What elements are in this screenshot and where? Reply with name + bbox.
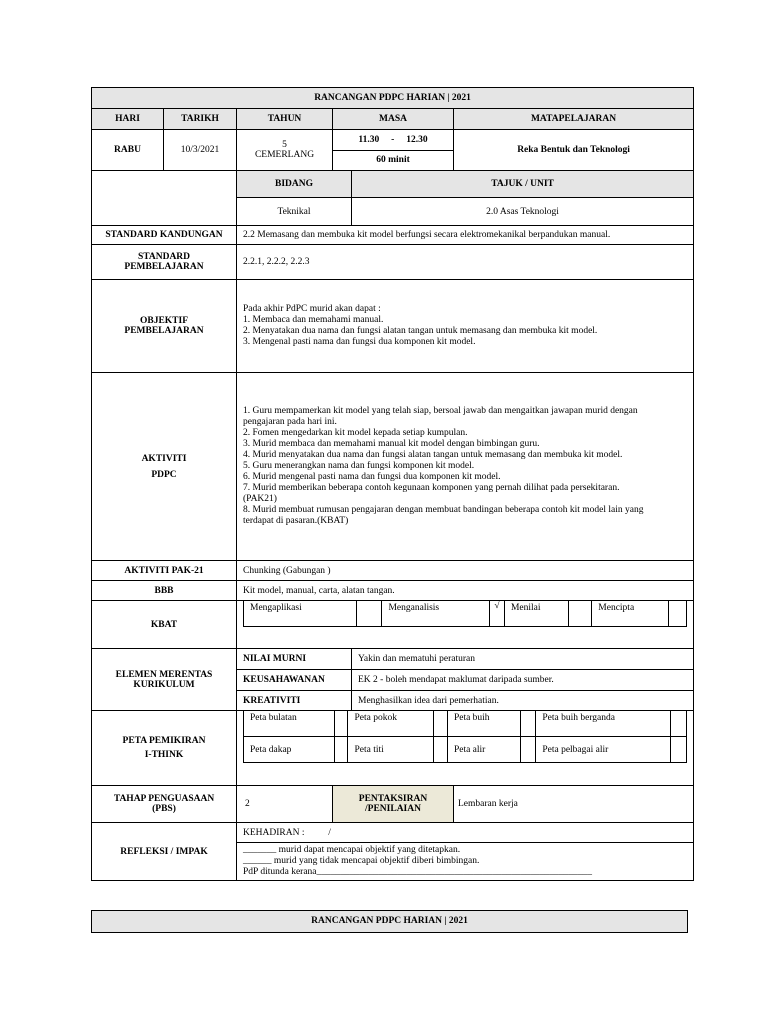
aktiviti-line: 3. Murid membaca dan memahami manual kit model dengan bimbingan guru. bbox=[243, 439, 540, 449]
ithink-checkbox[interactable] bbox=[521, 711, 536, 737]
refleksi-line: PdP ditunda kerana__________________________________________________________ bbox=[243, 867, 593, 877]
standard-pembelajaran-label-1: STANDARD bbox=[137, 252, 191, 262]
kbat-checkbox[interactable]: √ bbox=[490, 601, 505, 627]
tahap-value bbox=[237, 786, 333, 823]
kbat-option: Mencipta bbox=[592, 601, 669, 627]
standard-pembelajaran-label-2: PEMBELAJARAN bbox=[124, 262, 204, 272]
tahun-class: CEMERLANG bbox=[254, 150, 315, 160]
objektif-label-1: OBJEKTIF bbox=[139, 316, 189, 326]
kehadiran-row: KEHADIRAN : / bbox=[237, 823, 694, 843]
pentaksiran-value: Lembaran kerja bbox=[454, 786, 694, 823]
ithink-checkbox[interactable] bbox=[335, 737, 348, 763]
ithink-checkbox[interactable] bbox=[670, 711, 686, 737]
ithink-label bbox=[92, 711, 237, 786]
emk-label bbox=[92, 649, 237, 711]
standard-kandungan-label: STANDARD KANDUNGAN bbox=[92, 226, 237, 245]
pentaksiran-label-1: PENTAKSIRAN bbox=[358, 794, 428, 804]
aktiviti-line: (PAK21) bbox=[243, 494, 277, 504]
refleksi-line: _______ murid dapat mencapai objektif yang ditetapkan. bbox=[243, 845, 461, 855]
ithink-option: Peta buih berganda bbox=[536, 711, 671, 737]
aktiviti-content bbox=[237, 373, 694, 561]
pentaksiran-label bbox=[333, 786, 454, 823]
aktiviti-label-1: AKTIVITI bbox=[141, 453, 187, 464]
kbat-content bbox=[237, 601, 694, 649]
aktiviti-line: 1. Guru mempamerkan kit model yang telah siap, bersoal jawab dan mengaitkan jawapan murid dengan bbox=[243, 406, 638, 416]
ithink-label-1: PETA PEMIKIRAN bbox=[122, 736, 206, 746]
tahun-value bbox=[237, 130, 333, 171]
tajuk-value: 2.0 Asas Teknologi bbox=[352, 198, 694, 226]
aktiviti-label-2: PDPC bbox=[151, 469, 177, 480]
ithink-option: Peta bulatan bbox=[244, 711, 335, 737]
tajuk-label: TAJUK / UNIT bbox=[352, 171, 694, 198]
emk-label-1: ELEMEN MERENTAS bbox=[115, 669, 213, 680]
masa-end: 12.30 bbox=[406, 135, 428, 145]
lesson-plan bbox=[91, 87, 693, 881]
masa-start: 11.30 bbox=[358, 135, 380, 145]
tahap-label bbox=[92, 786, 237, 823]
emk-key: KREATIVITI bbox=[237, 691, 352, 711]
ithink-checkbox[interactable] bbox=[670, 737, 686, 763]
kbat-checkbox[interactable] bbox=[356, 601, 382, 627]
objektif-label-2: PEMBELAJARAN bbox=[124, 326, 204, 336]
tarikh-label: TARIKH bbox=[164, 109, 237, 130]
tahap-number: 2 bbox=[245, 799, 250, 809]
emk-value: Yakin dan mematuhi peraturan bbox=[352, 649, 694, 670]
bbb-label: BBB bbox=[92, 581, 237, 601]
kbat-checkbox[interactable] bbox=[568, 601, 591, 627]
hari-label: HARI bbox=[92, 109, 164, 130]
objektif-item: 3. Mengenal pasti nama dan fungsi dua komponen kit model. bbox=[243, 337, 476, 347]
objektif-content bbox=[237, 280, 694, 373]
ithink-option: Peta pelbagai alir bbox=[536, 737, 671, 763]
emk-key: KEUSAHAWANAN bbox=[237, 670, 352, 691]
objektif-intro: Pada akhir PdPC murid akan dapat : bbox=[243, 304, 381, 314]
tahun-label: TAHUN bbox=[237, 109, 333, 130]
next-page-title: RANCANGAN PDPC HARIAN | 2021 bbox=[91, 910, 688, 933]
bidang-label: BIDANG bbox=[237, 171, 352, 198]
emk-key: NILAI MURNI bbox=[237, 649, 352, 670]
masa-time bbox=[333, 131, 453, 151]
aktiviti-line: terdapat di pasaran.(KBAT) bbox=[243, 516, 349, 526]
aktiviti-label bbox=[92, 373, 237, 561]
tahap-label-2: (PBS) bbox=[152, 804, 176, 814]
masa-duration: 60 minit bbox=[376, 155, 410, 165]
standard-pembelajaran-value: 2.2.1, 2.2.2, 2.2.3 bbox=[237, 245, 694, 280]
masa-label: MASA bbox=[333, 109, 454, 130]
standard-kandungan-value: 2.2 Memasang dan membuka kit model berfungsi secara elektromekanikal berpandukan manual. bbox=[237, 226, 694, 245]
ithink-option: Peta alir bbox=[447, 737, 520, 763]
plan-title: RANCANGAN PDPC HARIAN | 2021 bbox=[92, 88, 694, 109]
masa-separator: - bbox=[391, 135, 395, 145]
bbb-value: Kit model, manual, carta, alatan tangan. bbox=[237, 581, 694, 601]
objektif-item: 1. Membaca dan memahami manual. bbox=[243, 315, 384, 325]
aktiviti-line: 6. Murid mengenal pasti nama dan fungsi dua komponen kit model. bbox=[243, 472, 501, 482]
kbat-option: Menilai bbox=[504, 601, 568, 627]
tarikh-value: 10/3/2021 bbox=[164, 130, 237, 171]
pak21-label: AKTIVITI PAK-21 bbox=[92, 561, 237, 581]
pentaksiran-label-2: /PENILAIAN bbox=[365, 804, 421, 814]
aktiviti-line: 5. Guru menerangkan nama dan fungsi komponen kit model. bbox=[243, 461, 475, 471]
refleksi-content bbox=[237, 843, 694, 881]
refleksi-label: REFLEKSI / IMPAK bbox=[92, 823, 237, 881]
standard-pembelajaran-label bbox=[92, 245, 237, 280]
aktiviti-line: pengajaran pada hari ini. bbox=[243, 417, 337, 427]
ithink-option: Peta dakap bbox=[244, 737, 335, 763]
ithink-content bbox=[237, 711, 694, 786]
refleksi-line: ______ murid yang tidak mencapai objektif diberi bimbingan. bbox=[243, 856, 480, 866]
objektif-item: 2. Menyatakan dua nama dan fungsi alatan tangan untuk memasang dan membuka kit model. bbox=[243, 326, 598, 336]
kbat-option: Menganalisis bbox=[382, 601, 490, 627]
bidang-blank-cell bbox=[92, 171, 237, 226]
ithink-option: Peta titi bbox=[348, 737, 433, 763]
masa-value bbox=[333, 130, 454, 171]
kbat-label: KBAT bbox=[92, 601, 237, 649]
kbat-checkbox[interactable] bbox=[668, 601, 686, 627]
tahap-label-1: TAHAP PENGUASAAN bbox=[113, 794, 215, 804]
ithink-label-2: I-THINK bbox=[144, 750, 184, 760]
aktiviti-line: 7. Murid memberikan beberapa contoh kegunaan komponen yang pernah dilihat pada persekitaran. bbox=[243, 483, 620, 493]
ithink-option: Peta buih bbox=[447, 711, 520, 737]
bidang-value: Teknikal bbox=[237, 198, 352, 226]
hari-value: RABU bbox=[92, 130, 164, 171]
aktiviti-line: 8. Murid membuat rumusan pengajaran dengan membuat bandingan beberapa contoh kit model lain yang bbox=[243, 505, 644, 515]
aktiviti-line: 4. Murid menyatakan dua nama dan fungsi alatan tangan untuk memasang dan membuka kit model. bbox=[243, 450, 623, 460]
ithink-checkbox[interactable] bbox=[433, 711, 447, 737]
kbat-option: Mengaplikasi bbox=[244, 601, 357, 627]
matapelajaran-label: MATAPELAJARAN bbox=[454, 109, 694, 130]
lesson-plan-table bbox=[91, 87, 694, 881]
emk-label-2: KURIKULUM bbox=[133, 679, 195, 690]
emk-value: EK 2 - boleh mendapat maklumat daripada sumber. bbox=[352, 670, 694, 691]
ithink-checkbox[interactable] bbox=[521, 737, 536, 763]
pak21-value: Chunking (Gabungan ) bbox=[237, 561, 694, 581]
objektif-label bbox=[92, 280, 237, 373]
aktiviti-line: 2. Fomen mengedarkan kit model kepada setiap kumpulan. bbox=[243, 428, 468, 438]
subject-value: Reka Bentuk dan Teknologi bbox=[454, 130, 694, 171]
ithink-option: Peta pokok bbox=[348, 711, 433, 737]
tahun-number: 5 bbox=[282, 140, 287, 150]
ithink-checkbox[interactable] bbox=[335, 711, 348, 737]
emk-value: Menghasilkan idea dari pemerhatian. bbox=[352, 691, 694, 711]
ithink-checkbox[interactable] bbox=[433, 737, 447, 763]
